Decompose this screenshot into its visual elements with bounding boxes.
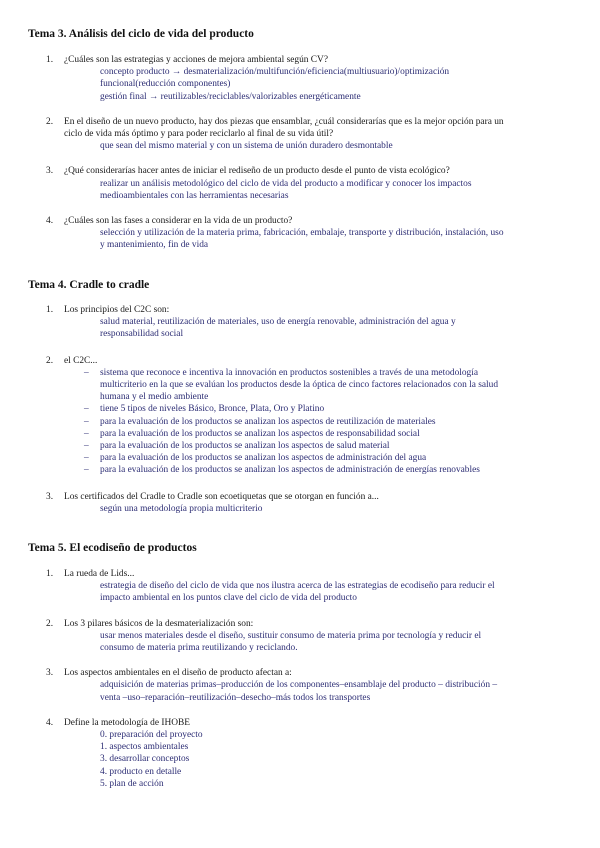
dash-bullet: – <box>84 465 89 476</box>
answer <box>100 503 578 515</box>
question-number: 3. <box>46 491 54 502</box>
answer-line: impacto ambiental en los puntos clave del ciclo de vida del producto <box>100 593 357 604</box>
list-item-line: tiene 5 tipos de niveles Básico, Bronce, Plata, Oro y Platino <box>100 404 325 415</box>
answer <box>100 679 578 703</box>
answer <box>100 178 578 202</box>
answer <box>100 140 578 152</box>
question-1 <box>28 304 578 341</box>
list-item-line: para la evaluación de los productos se analizan los aspectos de administración del agua <box>100 453 427 464</box>
question-number: 1. <box>46 569 54 579</box>
dash-bullet: – <box>84 453 89 464</box>
question-text: La rueda de Lids... <box>64 569 135 579</box>
list-item <box>84 452 578 464</box>
list-item-line: para la evaluación de los productos se analizan los aspectos de reutilización de materiales <box>100 416 436 427</box>
question-text <box>64 116 578 140</box>
answer <box>100 316 578 340</box>
dash-bullet: – <box>84 416 89 427</box>
question-text: ¿Cuáles son las estrategias y acciones de mejora ambiental según CV? <box>64 55 328 65</box>
question-text: el C2C... <box>64 355 98 366</box>
question-2 <box>28 618 578 655</box>
question-2 <box>28 355 578 477</box>
answer-line: según una metodología propia multicriterio <box>100 503 263 514</box>
answer-line: salud material, reutilización de materiales, uso de energía renovable, administración del agua y <box>100 317 456 328</box>
answer <box>100 729 578 790</box>
section-tema-3 <box>28 27 578 252</box>
answer-line: concepto producto → desmaterialización/multifunción/eficiencia(multiusuario)/optimización <box>100 67 450 78</box>
question-text: ¿Qué considerarías hacer antes de iniciar el rediseño de un producto desde el punto de vista ecológico? <box>64 166 450 177</box>
answer-line: usar menos materiales desde el diseño, sustituir consumo de materia prima por tecnología y reducir el <box>100 630 482 641</box>
answer-line: gestión final → reutilizables/reciclables/valorizables energéticamente <box>100 91 361 102</box>
c2c-list <box>28 367 578 477</box>
question-number: 1. <box>46 55 54 65</box>
section-title: Tema 3. Análisis del ciclo de vida del producto <box>28 28 254 40</box>
question-text-line: ciclo de vida más óptimo y para poder reciclarlo al final de su vida útil? <box>64 129 334 140</box>
list-item <box>84 464 578 476</box>
list-item <box>84 403 578 415</box>
list-item-line: para la evaluación de los productos se analizan los aspectos de administración de energías renovables <box>100 465 480 476</box>
question-number: 2. <box>46 116 54 127</box>
dash-bullet: – <box>84 441 89 452</box>
question-1 <box>28 54 578 103</box>
answer <box>100 227 578 251</box>
list-item-line: para la evaluación de los productos se analizan los aspectos de responsabilidad social <box>100 428 420 439</box>
question-text: Los 3 pilares básicos de la desmaterialización son: <box>64 618 254 629</box>
answer-line: consumo de materia prima reutilizando y reciclando. <box>100 643 298 654</box>
question-3 <box>28 491 578 515</box>
list-item-line: sistema que reconoce e incentiva la innovación en productos sostenibles a través de una metodología <box>100 367 479 378</box>
question-number: 2. <box>46 355 54 366</box>
question-4 <box>28 215 578 252</box>
answer <box>100 66 578 103</box>
list-item-line: para la evaluación de los productos se analizan los aspectos de salud material <box>100 441 390 452</box>
question-number: 2. <box>46 618 54 629</box>
answer-line: venta –uso–reparación–reutilización–desecho–más todos los transportes <box>100 692 371 703</box>
answer-line: adquisición de materias primas–producción de los componentes–ensamblaje del producto – distribución – <box>100 680 498 691</box>
answer-line: 1. aspectos ambientales <box>100 742 189 753</box>
list-item <box>84 367 578 404</box>
question-text: Los aspectos ambientales en el diseño de producto afectan a: <box>64 668 292 679</box>
list-item <box>84 440 578 452</box>
dash-bullet: – <box>84 428 89 439</box>
answer-line: realizar un análisis metodológico del ciclo de vida del producto a modificar y conocer los impactos <box>100 178 472 189</box>
answer-line: funcional(reducción componentes) <box>100 79 231 90</box>
answer-line: responsabilidad social <box>100 329 184 340</box>
answer-line: 4. producto en detalle <box>100 766 182 777</box>
answer-line: selección y utilización de la materia prima, fabricación, embalaje, transporte y distribución, instalación, uso <box>100 228 504 239</box>
answer-line: medioambientales con las herramientas necesarias <box>100 190 289 201</box>
question-text: Los principios del C2C son: <box>64 305 170 315</box>
question-3 <box>28 667 578 704</box>
dash-bullet: – <box>84 367 89 378</box>
question-3 <box>28 165 578 202</box>
question-text: Define la metodología de IHOBE <box>64 717 191 728</box>
answer-line: que sean del mismo material y con un sistema de unión duradero desmontable <box>100 141 393 152</box>
list-item-line: humana y el medio ambiente <box>100 392 209 403</box>
answer-line: y mantenimiento, fin de vida <box>100 240 209 251</box>
answer-line: 5. plan de acción <box>100 778 164 789</box>
question-2 <box>28 116 578 153</box>
question-text: Los certificados del Cradle to Cradle son ecoetiquetas que se otorgan en función a... <box>64 491 379 502</box>
answer-line: estrategia de diseño del ciclo de vida que nos ilustra acerca de las estrategias de ecodiseño para reducir el <box>100 581 495 592</box>
question-number: 3. <box>46 668 54 679</box>
question-text: ¿Cuáles son las fases a considerar en la vida de un producto? <box>64 216 293 227</box>
section-tema-4 <box>28 278 578 515</box>
list-item <box>84 428 578 440</box>
answer <box>100 630 578 654</box>
section-tema-5 <box>28 541 578 790</box>
question-number: 3. <box>46 166 54 177</box>
question-1 <box>28 568 578 605</box>
question-text-line: En el diseño de un nuevo producto, hay dos piezas que ensamblar, ¿cuál considerarías que es la mejor opción para un <box>64 116 504 127</box>
question-number: 1. <box>46 305 54 315</box>
section-title: Tema 5. El ecodiseño de productos <box>28 542 197 554</box>
answer <box>100 580 578 604</box>
section-title: Tema 4. Cradle to cradle <box>28 279 150 291</box>
answer-line: 0. preparación del proyecto <box>100 730 203 741</box>
question-4 <box>28 717 578 790</box>
answer-line: 3. desarrollar conceptos <box>100 754 190 765</box>
list-item <box>84 416 578 428</box>
question-number: 4. <box>46 717 54 728</box>
list-item-line: multicriterio en la que se evalúan los productos desde la óptica de cinco factores relacionados con la salud <box>100 380 499 391</box>
dash-bullet: – <box>84 404 89 415</box>
question-number: 4. <box>46 216 54 227</box>
